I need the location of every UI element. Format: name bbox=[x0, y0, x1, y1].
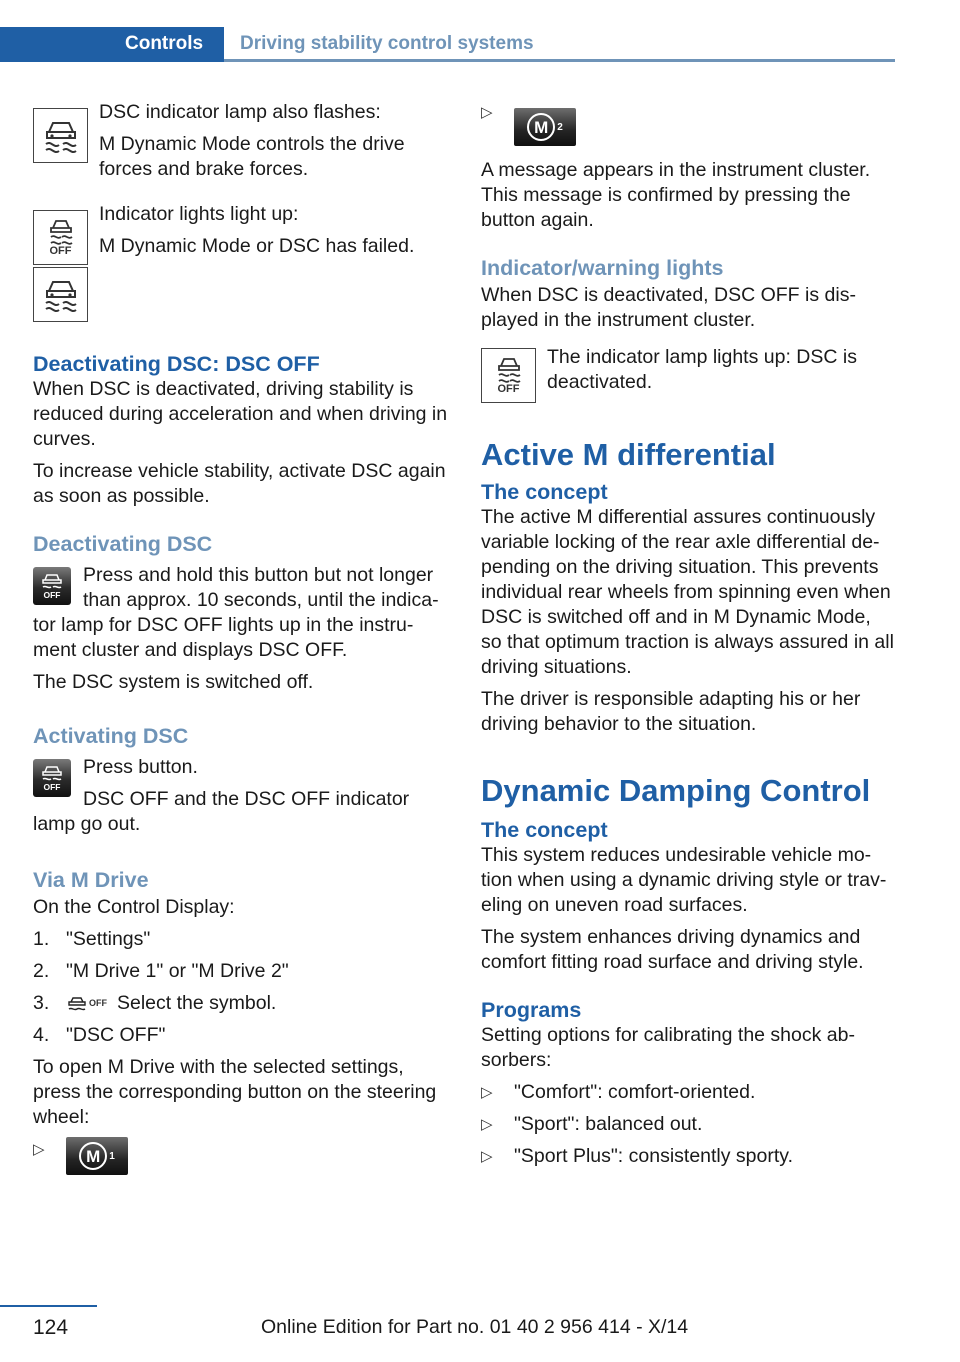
footer-rule bbox=[0, 1305, 97, 1307]
dsc-off-button-icon bbox=[33, 567, 71, 605]
left-column bbox=[33, 100, 448, 1182]
chapter-title: Driving stability control systems bbox=[240, 33, 534, 54]
dsc-off-indicator-icon bbox=[481, 348, 536, 403]
indicator-row-deactivated bbox=[481, 345, 895, 401]
off-label: OFF bbox=[49, 245, 72, 257]
chapter-heading: Active M differential bbox=[481, 437, 776, 472]
indicator-row-extra bbox=[33, 267, 448, 323]
section-heading: The concept bbox=[481, 818, 608, 842]
body-text: When DSC is deactivated, driving stability is reduced during acceleration and when driving in curves. bbox=[33, 378, 448, 450]
triangle-bullet-icon: ▷ bbox=[481, 1084, 493, 1101]
body-text: When DSC is deactivated, DSC OFF is displayed in the instrument cluster. bbox=[481, 284, 856, 331]
dsc-off-indicator-icon bbox=[33, 210, 88, 265]
list-item: ▷ "Comfort": comfort-oriented. bbox=[481, 1081, 756, 1103]
list-item bbox=[481, 100, 895, 146]
section-heading: Programs bbox=[481, 998, 582, 1022]
m-drive-list bbox=[481, 100, 895, 146]
indicator-row-failed bbox=[33, 202, 448, 259]
list-item: ▷ "Sport": balanced out. bbox=[481, 1113, 703, 1135]
indicator-text: M Dynamic Mode controls the drive forces and brake forces. bbox=[99, 133, 405, 180]
m2-button-icon: M 2 bbox=[514, 108, 576, 146]
indicator-text: M Dynamic Mode or DSC has failed. bbox=[99, 235, 415, 257]
list-item: 3. OFF Select the symbol. bbox=[33, 992, 277, 1014]
body-text: Press and hold this button but not longer than approx. 10 seconds, until the indicator lamp for DSC OFF lights up in the instrument cluster and displays DSC OFF. bbox=[33, 564, 439, 661]
m-drive-list bbox=[33, 1137, 448, 1175]
indicator-row-flashing bbox=[33, 100, 448, 182]
body-text: The system enhances driving dynamics and comfort fitting road surface and driving style. bbox=[481, 926, 864, 973]
list-item: ▷ "Sport Plus": consistently sporty. bbox=[481, 1145, 794, 1167]
section-tab: Controls bbox=[0, 27, 224, 62]
list-item bbox=[33, 1137, 448, 1175]
triangle-bullet-icon: ▷ bbox=[33, 1141, 45, 1158]
dsc-skid-car-icon bbox=[33, 267, 88, 322]
dsc-off-button-icon bbox=[33, 759, 71, 797]
off-label: OFF bbox=[497, 383, 520, 395]
body-text: The DSC system is switched off. bbox=[33, 671, 314, 693]
body-text: Press button. bbox=[83, 756, 198, 778]
right-column bbox=[481, 100, 895, 1176]
list-item: 1. "Settings" bbox=[33, 928, 151, 950]
off-label: OFF bbox=[43, 781, 61, 792]
triangle-bullet-icon: ▷ bbox=[481, 1148, 493, 1165]
body-text: This system reduces undesirable vehicle motion when using a dynamic driving style or traveling on uneven road surfaces. bbox=[481, 844, 887, 916]
off-label: OFF bbox=[89, 998, 107, 1009]
dsc-off-symbol-icon bbox=[66, 996, 107, 1012]
body-text: To increase vehicle stability, activate DSC again as soon as possible. bbox=[33, 460, 446, 507]
dsc-skid-car-icon bbox=[33, 108, 88, 163]
body-text: The driver is responsible adapting his or her driving behavior to the situation. bbox=[481, 688, 861, 735]
body-text: A message appears in the instrument cluster. This message is confirmed by pressing the button again. bbox=[481, 159, 871, 231]
subsection-heading: Activating DSC bbox=[33, 724, 189, 748]
m1-button-icon: M 1 bbox=[66, 1137, 128, 1175]
list-item: 4. "DSC OFF" bbox=[33, 1024, 166, 1046]
triangle-bullet-icon: ▷ bbox=[481, 1116, 493, 1133]
triangle-bullet-icon: ▷ bbox=[481, 104, 493, 121]
indicator-text: DSC indicator lamp also flashes: bbox=[99, 101, 381, 123]
section-heading: The concept bbox=[481, 480, 608, 504]
edition-note: Online Edition for Part no. 01 40 2 956 414 - X/14 bbox=[261, 1316, 689, 1338]
programs-list bbox=[481, 1080, 895, 1169]
page-number: 124 bbox=[33, 1316, 69, 1339]
body-text: To open M Drive with the selected settings, press the corresponding button on the steering wheel: bbox=[33, 1056, 437, 1128]
section-heading: Deactivating DSC: DSC OFF bbox=[33, 352, 320, 376]
body-text: On the Control Display: bbox=[33, 896, 235, 918]
steps-list bbox=[33, 927, 448, 1048]
indicator-text: Indicator lights light up: bbox=[99, 203, 299, 225]
list-item: 2. "M Drive 1" or "M Drive 2" bbox=[33, 960, 289, 982]
subsection-heading: Deactivating DSC bbox=[33, 532, 213, 556]
subsection-heading: Via M Drive bbox=[33, 868, 149, 892]
body-text: Setting options for calibrating the shock absorbers: bbox=[481, 1024, 855, 1071]
page-header bbox=[0, 27, 895, 62]
off-label: OFF bbox=[43, 589, 61, 600]
chapter-heading: Dynamic Damping Control bbox=[481, 773, 871, 808]
subsection-heading: Indicator/warning lights bbox=[481, 256, 724, 280]
indicator-text: The indicator lamp lights up: DSC is deactivated. bbox=[547, 346, 857, 393]
body-text: The active M differential assures continuously variable locking of the rear axle differential depending on the driving situation. This prevents individual rear wheels from spinning even when DSC is switched off and in M Dynamic Mode, so that optimum traction is always assured in all driving situations. bbox=[481, 506, 894, 678]
body-text: DSC OFF and the DSC OFF indicator lamp go out. bbox=[33, 788, 410, 835]
